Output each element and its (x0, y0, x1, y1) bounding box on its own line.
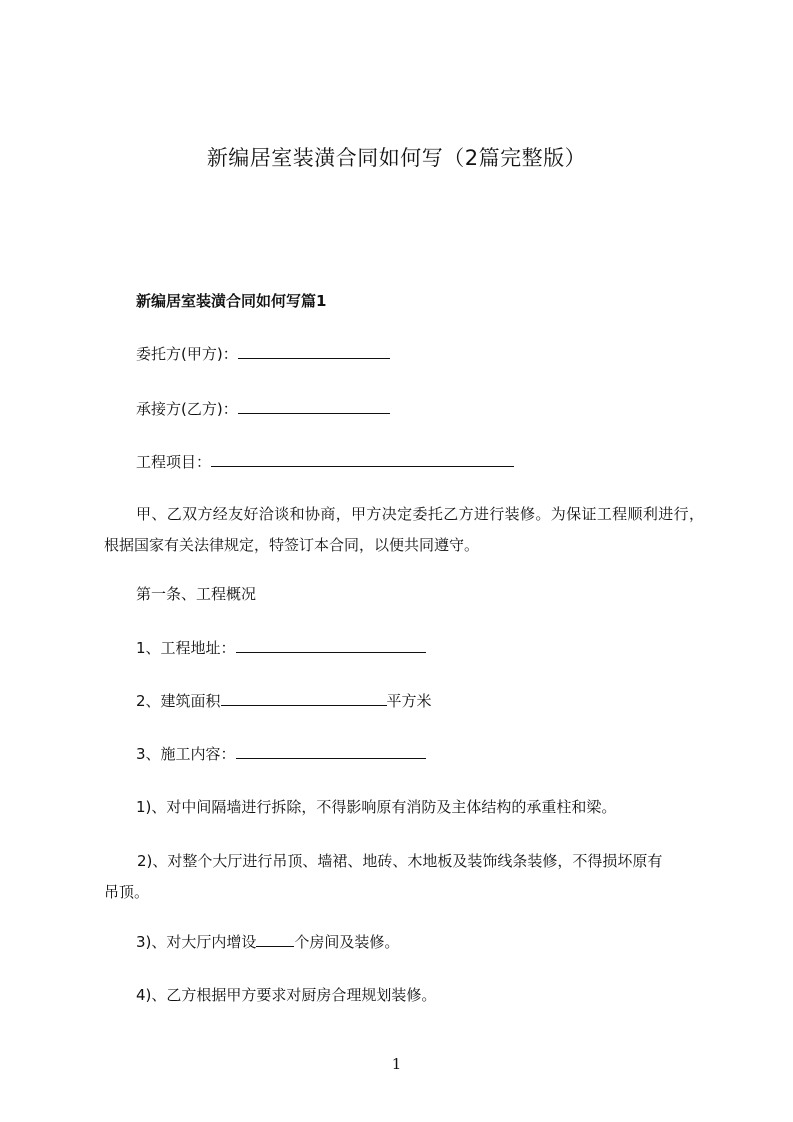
item2-unit: 平方米 (386, 692, 432, 710)
article1-title: 第一条、工程概况 (136, 585, 257, 603)
contractor-label: 承接方(乙方)： (136, 400, 238, 418)
item2-label: 2、建筑面积 (136, 692, 221, 710)
sub-item-2-line2: 吊顶。 (104, 883, 150, 901)
document-title: 新编居室装潢合同如何写（2篇完整版） (206, 146, 587, 170)
preamble-paragraph: 甲、乙双方经友好洽谈和协商，甲方决定委托乙方进行装修。为保证工程顺利进行，根据国家有关法律规定，特签订本合同，以便共同遵守。 (104, 505, 704, 554)
sub-item-3 (136, 932, 399, 952)
project-blank[interactable] (211, 452, 514, 467)
section-heading: 新编居室装潢合同如何写篇1 (136, 292, 327, 310)
item1-line (136, 638, 426, 658)
address-blank[interactable] (236, 638, 426, 653)
sub-item-3-suffix: 个房间及装修。 (294, 933, 400, 951)
project-line (136, 452, 514, 472)
room-count-blank[interactable] (256, 932, 294, 947)
page-number: 1 (391, 1055, 402, 1073)
contractor-blank[interactable] (238, 399, 390, 414)
content-blank[interactable] (236, 744, 426, 759)
area-blank[interactable] (221, 691, 387, 706)
item3-label: 3、施工内容： (136, 745, 236, 763)
client-label: 委托方(甲方)： (136, 345, 238, 363)
project-label: 工程项目： (136, 453, 212, 471)
sub-item-4: 4)、乙方根据甲方要求对厨房合理规划装修。 (136, 986, 437, 1004)
sub-item-1: 1)、对中间隔墙进行拆除，不得影响原有消防及主体结构的承重柱和梁。 (136, 798, 617, 816)
sub-item-2 (104, 846, 704, 908)
contractor-line (136, 399, 390, 419)
sub-item-2-line1: 2)、对整个大厅进行吊顶、墙裙、地砖、木地板及装饰线条装修，不得损坏原有 (137, 852, 663, 870)
item2-line (136, 691, 432, 711)
item3-line (136, 744, 426, 764)
client-line (136, 344, 390, 364)
client-blank[interactable] (238, 344, 390, 359)
item1-label: 1、工程地址： (136, 639, 236, 657)
sub-item-3-prefix: 3)、对大厅内增设 (136, 933, 257, 951)
